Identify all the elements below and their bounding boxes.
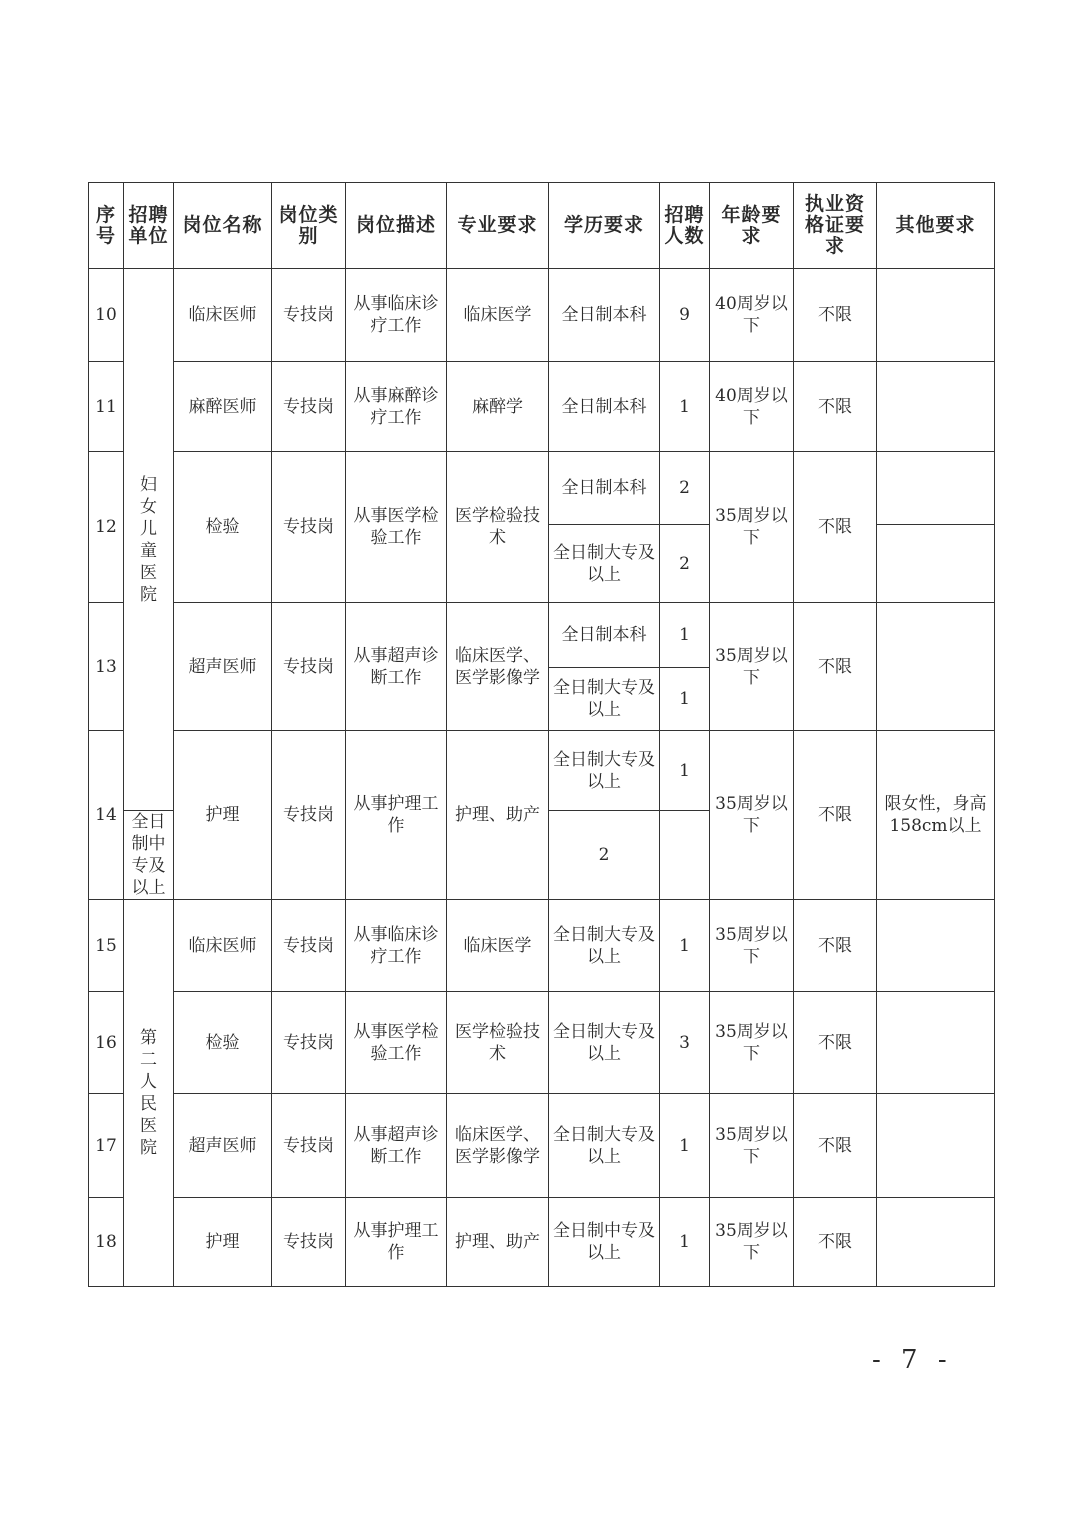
row-major: 医学检验技术: [447, 452, 549, 603]
row-education: 全日制本科: [549, 362, 660, 452]
row-other: [877, 362, 995, 452]
row-description: 从事麻醉诊疗工作: [346, 362, 447, 452]
row-license: 不限: [794, 452, 877, 603]
row-category: 专技岗: [272, 1094, 346, 1198]
row-category: 专技岗: [272, 269, 346, 362]
recruitment-table: [88, 182, 995, 1287]
row-other: [877, 992, 995, 1094]
row-position: 检验: [174, 992, 272, 1094]
row-position: 超声医师: [174, 603, 272, 731]
row-education: 全日制大专及以上: [549, 900, 660, 992]
header-seq: 序号: [89, 183, 124, 269]
row-license: 不限: [794, 362, 877, 452]
row-education: 全日制本科: [549, 452, 660, 525]
row-education: 全日制中专及以上: [124, 811, 174, 900]
row-description: 从事超声诊断工作: [346, 603, 447, 731]
row-seq: 15: [89, 900, 124, 992]
row-age: 35周岁以下: [710, 603, 794, 731]
row-count: 3: [660, 992, 710, 1094]
row-category: 专技岗: [272, 992, 346, 1094]
row-other: [877, 900, 995, 992]
row-position: 超声医师: [174, 1094, 272, 1198]
header-license: 执业资格证要求: [794, 183, 877, 269]
row-count: 1: [660, 900, 710, 992]
row-category: 专技岗: [272, 731, 346, 900]
unit-cell-women-children-hospital: [124, 269, 174, 811]
row-major: 临床医学、医学影像学: [447, 603, 549, 731]
table-row: [89, 900, 995, 992]
row-seq: 13: [89, 603, 124, 731]
row-position: 检验: [174, 452, 272, 603]
row-count: 2: [660, 525, 710, 603]
table-row: [89, 452, 995, 525]
row-education: 全日制大专及以上: [549, 992, 660, 1094]
row-description: 从事医学检验工作: [346, 992, 447, 1094]
row-other: [877, 269, 995, 362]
page-number: - 7 -: [872, 1345, 953, 1375]
table-row: [89, 1094, 995, 1198]
header-row: [89, 183, 995, 269]
header-description: 岗位描述: [346, 183, 447, 269]
row-license: 不限: [794, 603, 877, 731]
header-position: 岗位名称: [174, 183, 272, 269]
row-category: 专技岗: [272, 900, 346, 992]
row-description: 从事超声诊断工作: [346, 1094, 447, 1198]
row-count: 1: [660, 1094, 710, 1198]
header-education: 学历要求: [549, 183, 660, 269]
row-education: 全日制本科: [549, 269, 660, 362]
row-other: [877, 452, 995, 525]
row-age: 35周岁以下: [710, 1094, 794, 1198]
row-education: 全日制大专及以上: [549, 525, 660, 603]
table-row: [89, 269, 995, 362]
row-count: 1: [660, 1198, 710, 1287]
row-description: 从事医学检验工作: [346, 452, 447, 603]
unit-name: 第二人民医院: [140, 1028, 157, 1158]
header-unit: 招聘单位: [124, 183, 174, 269]
row-license: 不限: [794, 1094, 877, 1198]
row-seq: 16: [89, 992, 124, 1094]
row-age: 35周岁以下: [710, 731, 794, 900]
row-count: 1: [660, 362, 710, 452]
row-description: 从事临床诊疗工作: [346, 269, 447, 362]
unit-cell-second-peoples-hospital: [124, 900, 174, 1287]
row-license: 不限: [794, 900, 877, 992]
row-seq: 17: [89, 1094, 124, 1198]
table-row: [89, 603, 995, 668]
row-position: 护理: [174, 1198, 272, 1287]
table-row: [89, 362, 995, 452]
row-license: 不限: [794, 992, 877, 1094]
row-other: [877, 603, 995, 731]
row-major: 临床医学: [447, 900, 549, 992]
row-education: 全日制大专及以上: [549, 731, 660, 811]
row-seq: 11: [89, 362, 124, 452]
row-major: 临床医学: [447, 269, 549, 362]
header-category: 岗位类别: [272, 183, 346, 269]
row-count: 1: [660, 668, 710, 731]
row-position: 麻醉医师: [174, 362, 272, 452]
row-major: 临床医学、医学影像学: [447, 1094, 549, 1198]
row-seq: 18: [89, 1198, 124, 1287]
table-row: [89, 731, 995, 811]
row-age: 35周岁以下: [710, 452, 794, 603]
row-age: 40周岁以下: [710, 269, 794, 362]
row-count: 9: [660, 269, 710, 362]
row-count: 2: [660, 452, 710, 525]
row-count: 1: [660, 731, 710, 811]
row-seq: 14: [89, 731, 124, 900]
row-major: 护理、助产: [447, 731, 549, 900]
row-count: 1: [660, 603, 710, 668]
row-position: 护理: [174, 731, 272, 900]
row-license: 不限: [794, 731, 877, 900]
table-row: [89, 992, 995, 1094]
header-other: 其他要求: [877, 183, 995, 269]
row-description: 从事护理工作: [346, 731, 447, 900]
row-count: 2: [549, 811, 660, 900]
row-age: 35周岁以下: [710, 1198, 794, 1287]
row-category: 专技岗: [272, 362, 346, 452]
header-age: 年龄要求: [710, 183, 794, 269]
unit-name: 妇女儿童医院: [140, 474, 157, 605]
row-category: 专技岗: [272, 603, 346, 731]
table-row: [89, 1198, 995, 1287]
row-education: 全日制本科: [549, 603, 660, 668]
row-education: 全日制中专及以上: [549, 1198, 660, 1287]
row-other: [877, 525, 995, 603]
row-description: 从事临床诊疗工作: [346, 900, 447, 992]
row-major: 护理、助产: [447, 1198, 549, 1287]
row-education: 全日制大专及以上: [549, 668, 660, 731]
row-other: 限女性，身高158cm以上: [877, 731, 995, 900]
row-license: 不限: [794, 1198, 877, 1287]
row-other: [877, 1198, 995, 1287]
header-major: 专业要求: [447, 183, 549, 269]
row-major: 麻醉学: [447, 362, 549, 452]
row-description: 从事护理工作: [346, 1198, 447, 1287]
row-category: 专技岗: [272, 1198, 346, 1287]
row-position: 临床医师: [174, 900, 272, 992]
row-position: 临床医师: [174, 269, 272, 362]
row-age: 35周岁以下: [710, 992, 794, 1094]
row-major: 医学检验技术: [447, 992, 549, 1094]
row-age: 40周岁以下: [710, 362, 794, 452]
row-license: 不限: [794, 269, 877, 362]
row-education: 全日制大专及以上: [549, 1094, 660, 1198]
row-seq: 12: [89, 452, 124, 603]
header-count: 招聘人数: [660, 183, 710, 269]
row-category: 专技岗: [272, 452, 346, 603]
row-other: [877, 1094, 995, 1198]
row-seq: 10: [89, 269, 124, 362]
row-age: 35周岁以下: [710, 900, 794, 992]
